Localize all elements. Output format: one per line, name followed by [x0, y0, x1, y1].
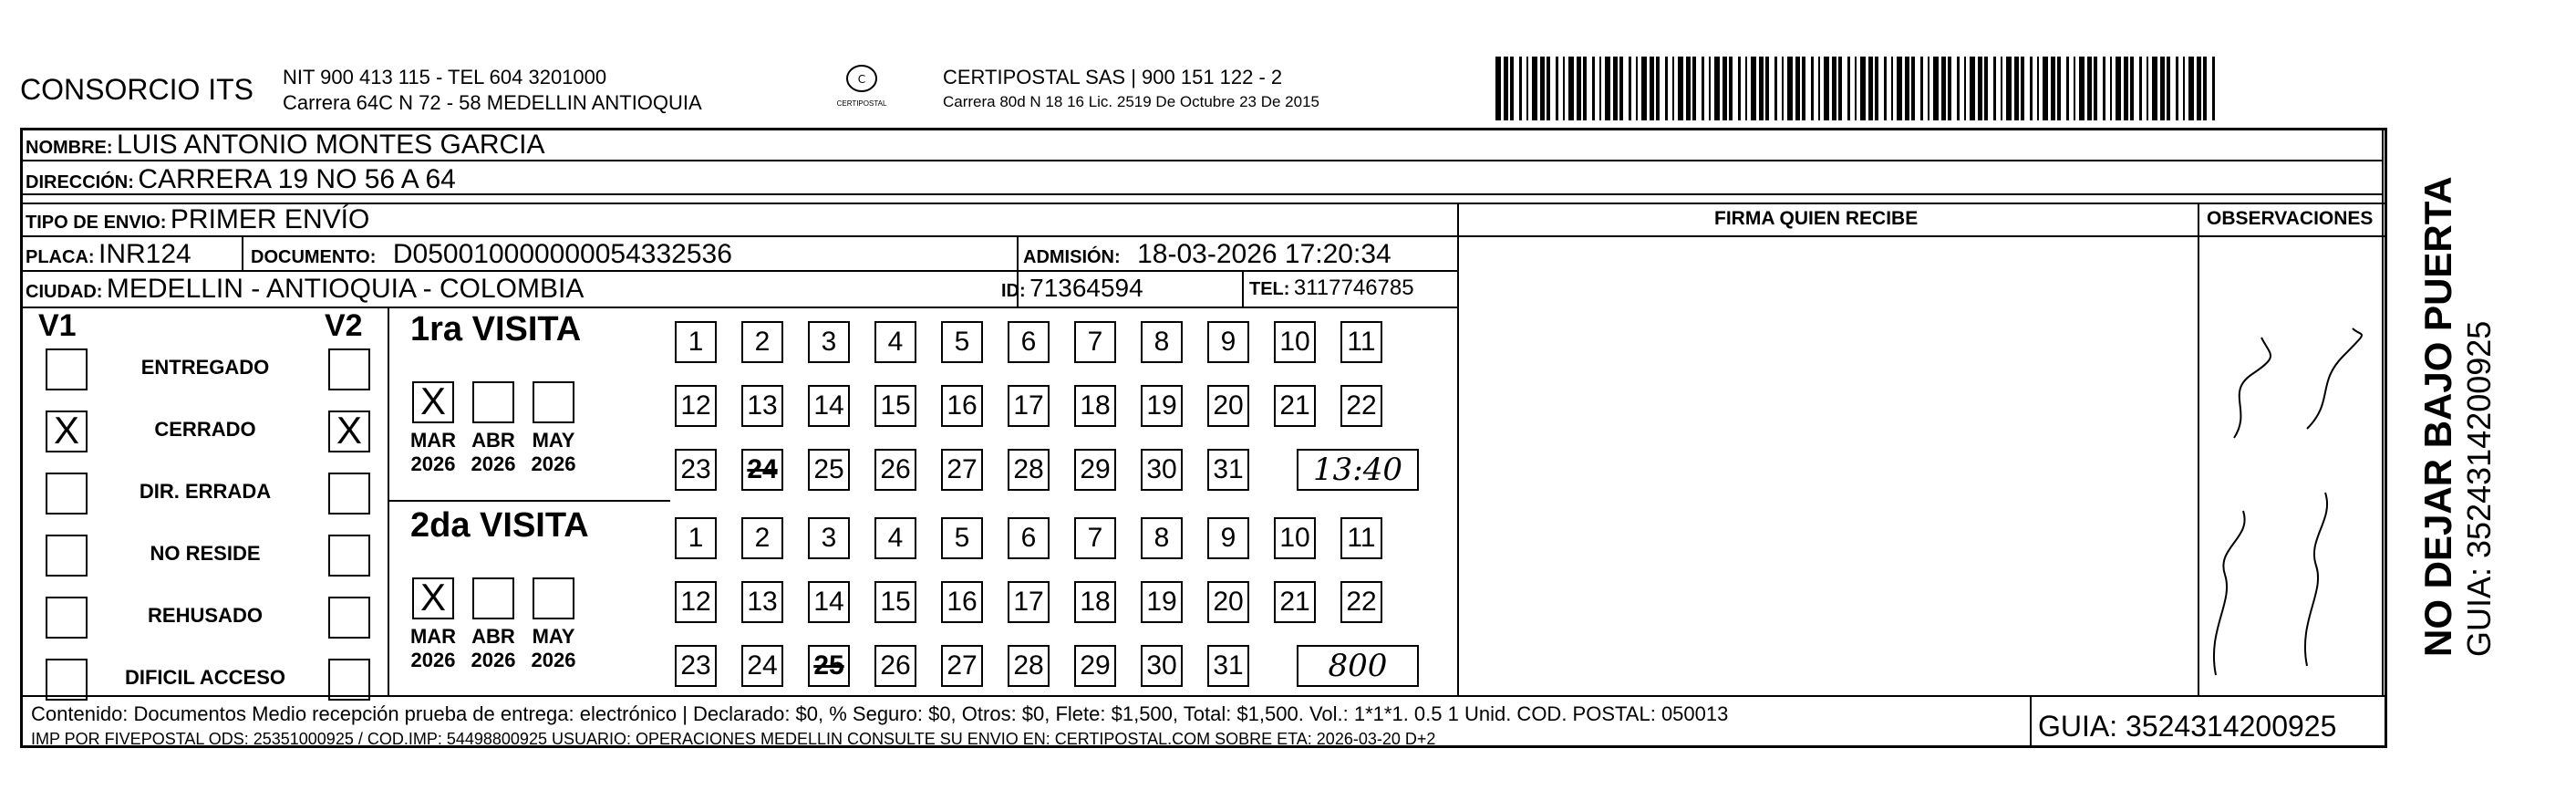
- direccion-row: DIRECCIÓN: CARRERA 19 NO 56 A 64: [26, 164, 456, 194]
- nombre-value: LUIS ANTONIO MONTES GARCIA: [117, 130, 545, 160]
- day-cell[interactable]: 3: [808, 517, 850, 559]
- v2-header: V2: [325, 308, 363, 343]
- day-cell[interactable]: 16: [941, 581, 983, 623]
- day-cell[interactable]: 4: [874, 517, 916, 559]
- day-cell[interactable]: 13: [741, 581, 783, 623]
- status-label: DIR. ERRADA: [139, 480, 272, 503]
- day-cell[interactable]: 12: [675, 581, 717, 623]
- footer-line1: Contenido: Documentos Medio recepción prueba de entrega: electrónico | Declarado: $0, % Seguro: $0, Otros: $0, Flete: $1,500, Total: $1,500. Vol.: 1*1*1. 0.5 1 Unid. COD. POSTAL: 050013: [31, 702, 1729, 725]
- company-line2: Carrera 64C N 72 - 58 MEDELLIN ANTIOQUIA: [283, 91, 702, 114]
- day-cell[interactable]: 21: [1274, 581, 1316, 623]
- time-cell[interactable]: 13:40: [1297, 449, 1419, 491]
- status-label: NO RESIDE: [150, 542, 261, 565]
- day-cell[interactable]: 17: [1008, 581, 1050, 623]
- v1-checkbox[interactable]: [46, 535, 88, 577]
- day-cell[interactable]: 4: [874, 321, 916, 363]
- day-cell[interactable]: 27: [941, 645, 983, 687]
- company-name: CONSORCIO ITS: [20, 73, 254, 106]
- day-cell[interactable]: 1: [675, 321, 717, 363]
- day-cell[interactable]: 11: [1340, 517, 1382, 559]
- day-cell[interactable]: 18: [1074, 581, 1116, 623]
- tipo-row: TIPO DE ENVIO: PRIMER ENVÍO: [26, 204, 370, 234]
- v2-checkbox[interactable]: [328, 659, 370, 701]
- day-cell[interactable]: 10: [1274, 517, 1316, 559]
- v1-header: V1: [38, 308, 77, 343]
- day-cell[interactable]: 2: [741, 321, 783, 363]
- day-cell[interactable]: 23: [675, 645, 717, 687]
- day-cell[interactable]: 22: [1340, 581, 1382, 623]
- day-cell[interactable]: 17: [1008, 385, 1050, 427]
- status-label: CERRADO: [154, 418, 256, 441]
- day-cell[interactable]: 3: [808, 321, 850, 363]
- status-label: REHUSADO: [148, 604, 263, 627]
- day-cell[interactable]: 26: [874, 645, 916, 687]
- day-cell[interactable]: 28: [1008, 449, 1050, 491]
- v2-checkbox[interactable]: [328, 473, 370, 515]
- day-cell[interactable]: 23: [675, 449, 717, 491]
- carrier-line2: Carrera 80d N 18 16 Lic. 2519 De Octubre 23 De 2015: [943, 93, 1319, 110]
- ciudad-value: MEDELLIN - ANTIOQUIA - COLOMBIA: [106, 274, 585, 304]
- obs-header: OBSERVACIONES: [2207, 208, 2374, 229]
- tel-row: TEL: 3117746785: [1249, 275, 1414, 300]
- month-label: MAY 2026: [531, 429, 576, 475]
- visit-title: 1ra VISITA: [410, 310, 582, 348]
- day-cell[interactable]: 25: [808, 645, 850, 687]
- day-cell[interactable]: 11: [1340, 321, 1382, 363]
- footer-guia: GUIA: 3524314200925: [2038, 710, 2337, 743]
- day-cell[interactable]: 19: [1141, 581, 1183, 623]
- month-checkbox[interactable]: [533, 577, 574, 619]
- day-cell[interactable]: 6: [1008, 517, 1050, 559]
- day-cell[interactable]: 14: [808, 581, 850, 623]
- day-cell[interactable]: 1: [675, 517, 717, 559]
- month-checkbox[interactable]: [472, 381, 514, 423]
- day-cell[interactable]: 19: [1141, 385, 1183, 427]
- ciudad-row: CIUDAD: MEDELLIN - ANTIOQUIA - COLOMBIA: [26, 274, 585, 304]
- day-cell[interactable]: 7: [1074, 517, 1116, 559]
- month-label: MAR 2026: [409, 429, 457, 475]
- month-label: MAR 2026: [409, 625, 457, 671]
- day-cell[interactable]: 25: [808, 449, 850, 491]
- day-cell[interactable]: 24: [741, 449, 783, 491]
- day-cell[interactable]: 5: [941, 321, 983, 363]
- day-cell[interactable]: 2: [741, 517, 783, 559]
- admision-value: 18-03-2026 17:20:34: [1137, 239, 1391, 269]
- v1-checkbox[interactable]: [46, 473, 88, 515]
- month-checkbox[interactable]: X: [412, 577, 454, 619]
- day-cell[interactable]: 6: [1008, 321, 1050, 363]
- day-cell[interactable]: 15: [874, 385, 916, 427]
- company-line1: NIT 900 413 115 - TEL 604 3201000: [283, 66, 607, 88]
- documento-value: D050010000000054332536: [392, 239, 732, 269]
- nombre-row: NOMBRE: LUIS ANTONIO MONTES GARCIA: [26, 130, 545, 160]
- day-cell[interactable]: 13: [741, 385, 783, 427]
- month-checkbox[interactable]: [533, 381, 574, 423]
- day-cell[interactable]: 8: [1141, 321, 1183, 363]
- v2-checkbox[interactable]: [328, 535, 370, 577]
- admision-row: ADMISIÓN: 18-03-2026 17:20:34: [1023, 239, 1391, 269]
- day-cell[interactable]: 9: [1207, 321, 1249, 363]
- svg-text:C: C: [857, 73, 866, 86]
- day-cell[interactable]: 16: [941, 385, 983, 427]
- month-checkbox[interactable]: [472, 577, 514, 619]
- day-cell[interactable]: 9: [1207, 517, 1249, 559]
- observation-handwriting: [2198, 301, 2380, 693]
- barcode: [1495, 57, 2225, 120]
- month-label: ABR 2026: [471, 625, 516, 671]
- id-row: ID: 71364594: [1001, 274, 1143, 302]
- visit-title: 2da VISITA: [410, 506, 589, 545]
- tel-value: 3117746785: [1293, 275, 1414, 300]
- v2-checkbox[interactable]: [328, 597, 370, 639]
- day-cell[interactable]: 30: [1141, 645, 1183, 687]
- day-cell[interactable]: 14: [808, 385, 850, 427]
- day-cell[interactable]: 8: [1141, 517, 1183, 559]
- tipo-value: PRIMER ENVÍO: [170, 204, 370, 234]
- v2-checkbox[interactable]: X: [328, 411, 370, 452]
- day-cell[interactable]: 28: [1008, 645, 1050, 687]
- direccion-value: CARRERA 19 NO 56 A 64: [138, 164, 456, 194]
- documento-row: DOCUMENTO: D050010000000054332536: [251, 239, 732, 269]
- placa-value: INR124: [98, 239, 191, 269]
- v1-checkbox[interactable]: [46, 348, 88, 390]
- day-cell[interactable]: 24: [741, 645, 783, 687]
- placa-row: PLACA: INR124: [26, 239, 191, 269]
- month-checkbox[interactable]: X: [412, 381, 454, 423]
- v1-checkbox[interactable]: [46, 597, 88, 639]
- status-label: ENTREGADO: [140, 356, 270, 379]
- day-cell[interactable]: 20: [1207, 385, 1249, 427]
- day-cell[interactable]: 21: [1274, 385, 1316, 427]
- day-cell[interactable]: 12: [675, 385, 717, 427]
- day-cell[interactable]: 27: [941, 449, 983, 491]
- day-cell[interactable]: 15: [874, 581, 916, 623]
- certipostal-logo: C CERTIPOSTAL: [830, 62, 894, 117]
- day-cell[interactable]: 20: [1207, 581, 1249, 623]
- v1-checkbox[interactable]: [46, 659, 88, 701]
- day-cell[interactable]: 10: [1274, 321, 1316, 363]
- day-cell[interactable]: 26: [874, 449, 916, 491]
- day-cell[interactable]: 29: [1074, 645, 1116, 687]
- time-cell[interactable]: 800: [1297, 645, 1419, 687]
- id-value: 71364594: [1029, 274, 1143, 302]
- month-label: MAY 2026: [531, 625, 576, 671]
- v1-checkbox[interactable]: X: [46, 411, 88, 452]
- day-cell[interactable]: 29: [1074, 449, 1116, 491]
- footer-line2: IMP POR FIVEPOSTAL ODS: 25351000925 / COD.IMP: 54498800925 USUARIO: OPERACIONES MEDELLIN CONSULTE SU ENVIO EN: CERTIPOSTAL.COM SOBRE ETA: 2026-03-20 D+2: [31, 730, 1436, 748]
- month-label: ABR 2026: [471, 429, 516, 475]
- form-frame: [20, 128, 2387, 748]
- v2-checkbox[interactable]: [328, 348, 370, 390]
- side-guia: GUIA: 3524314200925: [2460, 320, 2498, 657]
- day-cell[interactable]: 30: [1141, 449, 1183, 491]
- day-cell[interactable]: 22: [1340, 385, 1382, 427]
- side-warning: NO DEJAR BAJO PUERTA GUIA: 3524314200925: [2416, 109, 2498, 657]
- status-label: DIFICIL ACCESO: [124, 666, 285, 689]
- day-cell[interactable]: 31: [1207, 449, 1249, 491]
- day-cell[interactable]: 5: [941, 517, 983, 559]
- day-cell[interactable]: 7: [1074, 321, 1116, 363]
- day-cell[interactable]: 18: [1074, 385, 1116, 427]
- day-cell[interactable]: 31: [1207, 645, 1249, 687]
- firma-header: FIRMA QUIEN RECIBE: [1714, 208, 1919, 229]
- carrier-line1: CERTIPOSTAL SAS | 900 151 122 - 2: [943, 66, 1283, 88]
